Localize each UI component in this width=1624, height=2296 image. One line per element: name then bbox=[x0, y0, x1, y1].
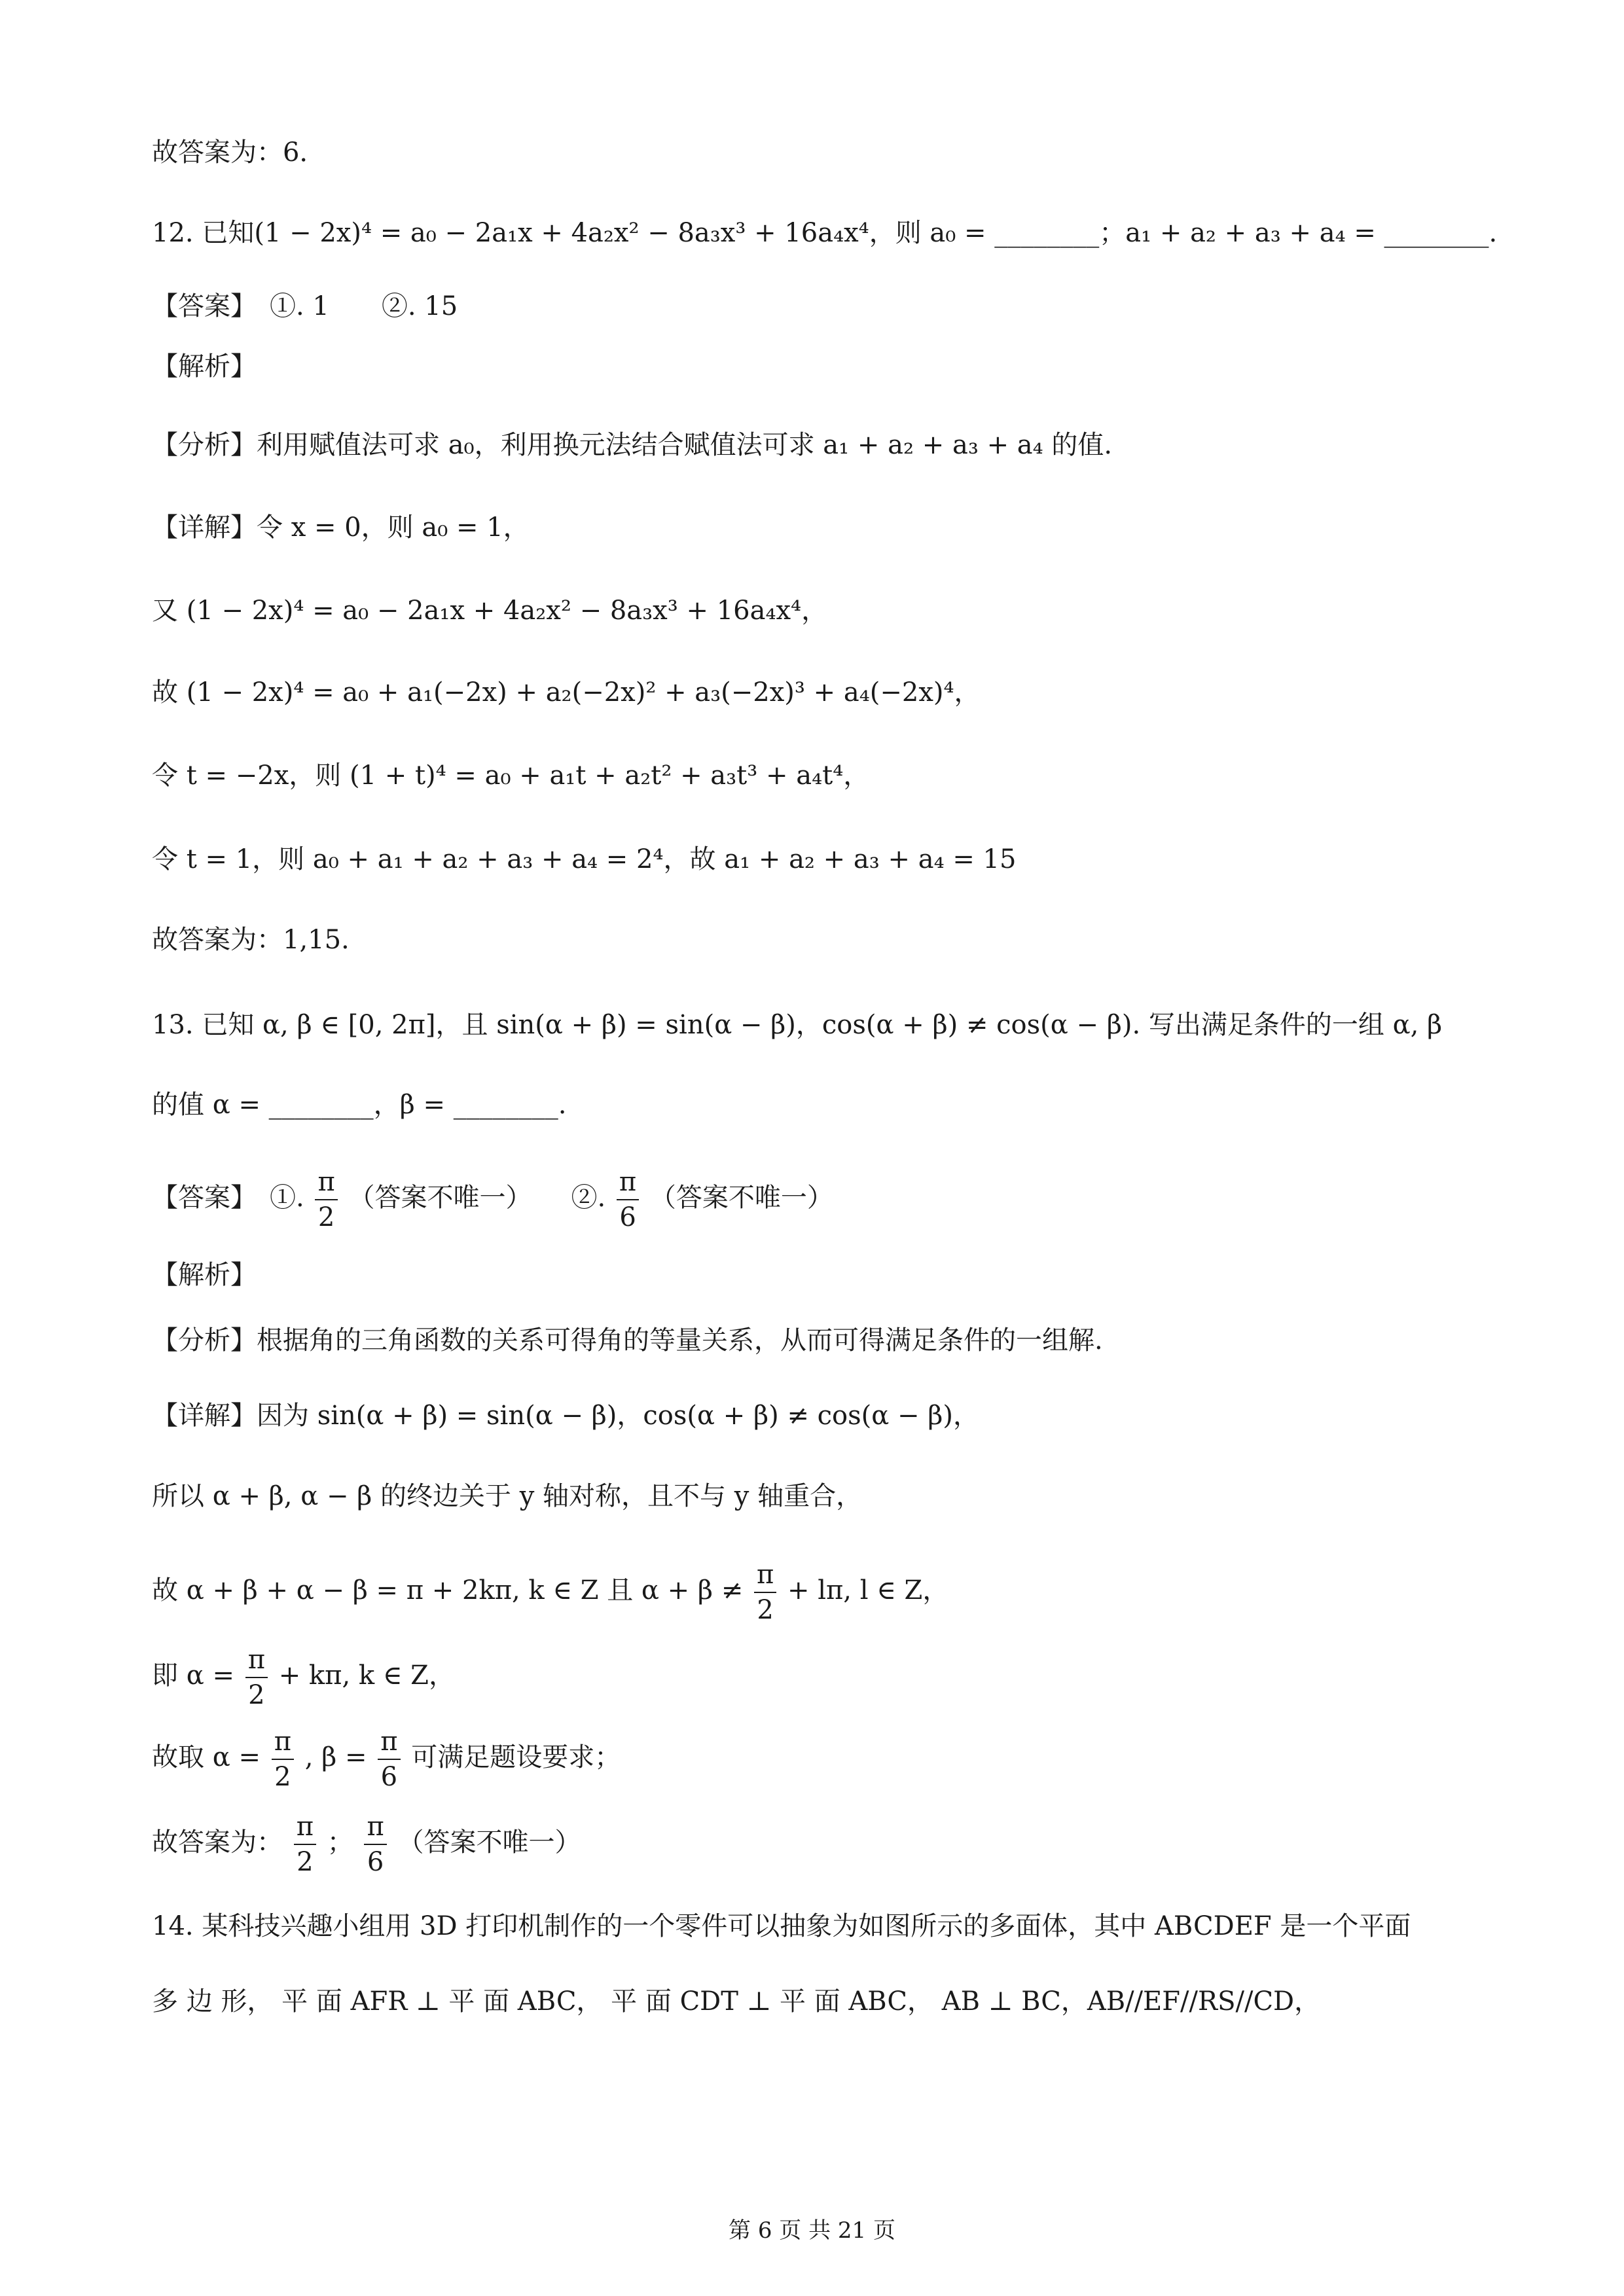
answer-13: 【答案】 ①. $\frac{\pi}{2}$ （答案不唯一） ②. $\frac{\pi}{6}$ （答案不唯一） bbox=[152, 1165, 833, 1234]
line-answer-11: 故答案为：6． bbox=[152, 137, 326, 168]
question-13-line2: 的值 α = ________，β = ________. bbox=[152, 1090, 567, 1120]
detail-13-step1: 【详解】因为 sin(α + β) = sin(α − β)，cos(α + β) ≠ cos(α − β)， bbox=[152, 1401, 979, 1431]
question-13-line1: 13. 已知 α, β ∈ [0, 2π]，且 sin(α + β) = sin(α − β)，cos(α + β) ≠ cos(α − β). 写出满足条件的一组 α, β bbox=[152, 1010, 1443, 1040]
fraction: $\frac{\pi}{2}$ bbox=[245, 1643, 268, 1712]
final-answer-12: 故答案为：1,15. bbox=[152, 925, 350, 955]
detail-13-step5: 故取 α = $\frac{\pi}{2}$ , β = $\frac{\pi}{6}$ 可满足题设要求； bbox=[152, 1725, 621, 1794]
answer-12: 【答案】 ①. 1 ②. 15 bbox=[152, 291, 458, 321]
fraction: $\frac{\pi}{6}$ bbox=[364, 1810, 386, 1879]
question-14-line2: 多 边 形， 平 面 AFR ⊥ 平 面 ABC， 平 面 CDT ⊥ 平 面 ABC， AB ⊥ BC，AB//EF//RS//CD， bbox=[152, 1986, 1321, 2017]
detail-12-step2: 又 (1 − 2x)⁴ = a₀ − 2a₁x + 4a₂x² − 8a₃x³ + 16a₄x⁴， bbox=[152, 596, 828, 626]
detail-13-step4: 即 α = $\frac{\pi}{2}$ + kπ, k ∈ Z， bbox=[152, 1643, 455, 1712]
fraction: $\frac{\pi}{2}$ bbox=[754, 1558, 776, 1627]
analysis-heading-13: 【解析】 bbox=[152, 1260, 257, 1290]
analysis-13: 【分析】根据角的三角函数的关系可得角的等量关系，从而可得满足条件的一组解. bbox=[152, 1325, 1103, 1355]
fraction: $\frac{\pi}{2}$ bbox=[272, 1725, 294, 1794]
detail-13-step2: 所以 α + β, α − β 的终边关于 y 轴对称，且不与 y 轴重合， bbox=[152, 1481, 863, 1511]
fraction: $\frac{\pi}{6}$ bbox=[617, 1165, 639, 1234]
detail-12-step3: 故 (1 − 2x)⁴ = a₀ + a₁(−2x) + a₂(−2x)² + a₃(−2x)³ + a₄(−2x)⁴， bbox=[152, 677, 981, 708]
fraction: $\frac{\pi}{2}$ bbox=[294, 1810, 316, 1879]
detail-12-step4: 令 t = −2x，则 (1 + t)⁴ = a₀ + a₁t + a₂t² + a₃t³ + a₄t⁴， bbox=[152, 761, 870, 791]
fraction: $\frac{\pi}{2}$ bbox=[315, 1165, 337, 1234]
analysis-12: 【分析】利用赋值法可求 a₀，利用换元法结合赋值法可求 a₁ + a₂ + a₃ + a₄ 的值. bbox=[152, 430, 1113, 460]
detail-13-step3: 故 α + β + α − β = π + 2kπ, k ∈ Z 且 α + β ≠ $\frac{\pi}{2}$ + lπ, l ∈ Z， bbox=[152, 1558, 948, 1627]
question-12: 12. 已知(1 − 2x)⁴ = a₀ − 2a₁x + 4a₂x² − 8a₃x³ + 16a₄x⁴，则 a₀ = ________；a₁ + a₂ + a₃ + a₄ = ________. bbox=[152, 218, 1498, 248]
fraction: $\frac{\pi}{6}$ bbox=[378, 1725, 400, 1794]
analysis-heading-12: 【解析】 bbox=[152, 351, 257, 382]
question-14-line1: 14. 某科技兴趣小组用 3D 打印机制作的一个零件可以抽象为如图所示的多面体，其中 ABCDEF 是一个平面 bbox=[152, 1911, 1411, 1941]
detail-12-step5: 令 t = 1，则 a₀ + a₁ + a₂ + a₃ + a₄ = 2⁴，故 a₁ + a₂ + a₃ + a₄ = 15 bbox=[152, 844, 1017, 874]
detail-12-step1: 【详解】令 x = 0，则 a₀ = 1， bbox=[152, 512, 530, 543]
final-answer-13: 故答案为： $\frac{\pi}{2}$ ； $\frac{\pi}{6}$ （答案不唯一） bbox=[152, 1810, 581, 1879]
page-footer: 第 6 页 共 21 页 bbox=[729, 2217, 895, 2244]
